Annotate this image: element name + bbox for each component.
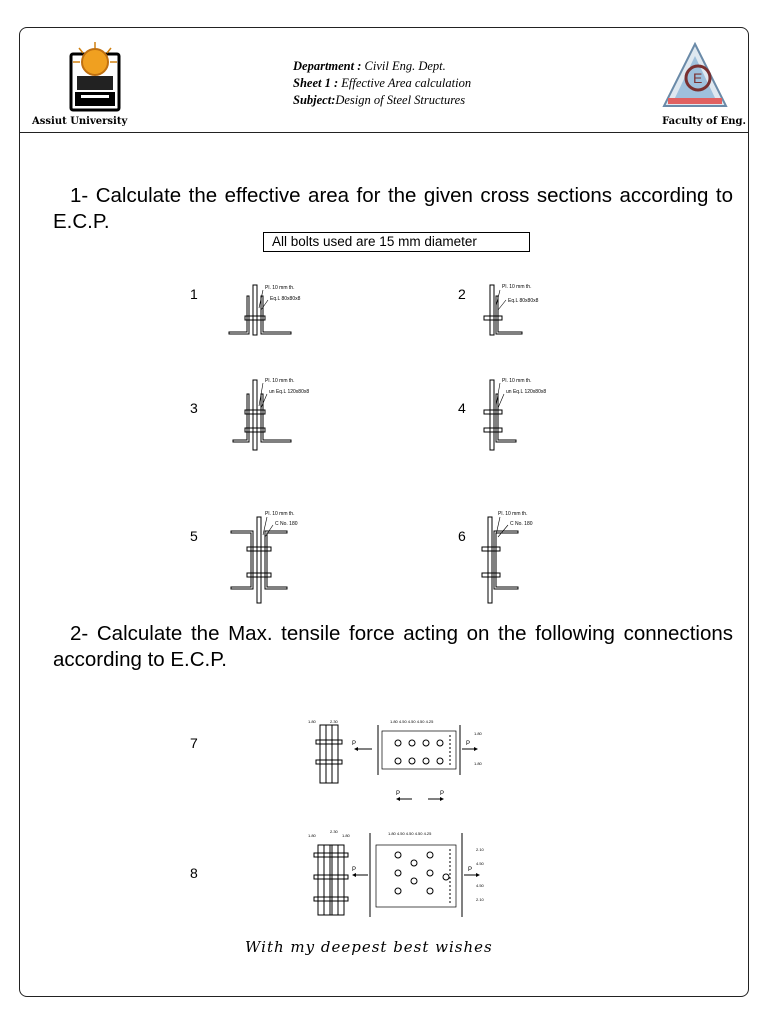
plate-label: Pl. 10 mm th. xyxy=(265,511,295,517)
sheet-label: Sheet 1 : xyxy=(293,76,339,90)
svg-text:1.80: 1.80 xyxy=(308,833,316,838)
svg-text:1.80 4.50 4.50 4.50 4.25: 1.80 4.50 4.50 4.50 4.25 xyxy=(390,719,434,724)
member-label: Eq.L 80x80x8 xyxy=(270,296,301,302)
university-name: Assiut University xyxy=(32,116,128,127)
svg-text:4.50: 4.50 xyxy=(476,861,484,866)
question-2-text: 2- Calculate the Max. tensile force acting on the following connections according to E.C.P. xyxy=(53,622,733,671)
section-3-drawing xyxy=(225,372,315,452)
subject-label: Subject: xyxy=(293,93,336,107)
section-5-drawing xyxy=(225,505,325,605)
faculty-logo xyxy=(660,42,730,110)
svg-text:E: E xyxy=(693,70,703,86)
member-label: C No. 180 xyxy=(510,521,533,527)
force-label: P xyxy=(440,791,445,797)
department-label: Department : xyxy=(293,59,362,73)
svg-text:2.30: 2.30 xyxy=(330,829,338,834)
svg-text:4.50: 4.50 xyxy=(476,883,484,888)
section-4-drawing xyxy=(470,372,560,452)
question-1-text: 1- Calculate the effective area for the given cross sections according to E.C.P. xyxy=(53,184,733,233)
plate-label: Pl. 10 mm th. xyxy=(265,285,295,291)
connection-8-drawing xyxy=(300,825,500,920)
force-label: P xyxy=(468,867,473,873)
section-2-drawing xyxy=(470,280,550,340)
svg-text:2.10: 2.10 xyxy=(476,847,484,852)
member-label: Eq.L 80x80x8 xyxy=(508,298,539,304)
plate-label: Pl. 10 mm th. xyxy=(265,378,295,384)
sheet-meta xyxy=(293,58,471,109)
section-number: 5 xyxy=(190,528,198,544)
connection-7-drawing xyxy=(300,715,500,810)
force-label: P xyxy=(466,741,471,747)
section-number: 2 xyxy=(458,286,466,302)
member-label: un Eq.L 120x80x8 xyxy=(269,389,310,395)
faculty-name: Faculty of Eng. xyxy=(662,116,746,127)
sheet-value: Effective Area calculation xyxy=(341,76,472,90)
section-1-drawing xyxy=(225,280,305,340)
svg-text:2.30: 2.30 xyxy=(330,719,338,724)
member-label: un Eq.L 120x80x8 xyxy=(506,389,547,395)
svg-text:1.80: 1.80 xyxy=(342,833,350,838)
section-number: 3 xyxy=(190,400,198,416)
svg-text:2.10: 2.10 xyxy=(476,897,484,902)
section-6-drawing xyxy=(470,505,560,605)
plate-label: Pl. 10 mm th. xyxy=(502,378,532,384)
svg-text:1.80: 1.80 xyxy=(474,761,482,766)
connection-number: 7 xyxy=(190,735,198,751)
force-label: P xyxy=(352,867,357,873)
subject-value: Design of Steel Structures xyxy=(335,93,466,107)
department-value: Civil Eng. Dept. xyxy=(364,59,446,73)
header-divider xyxy=(19,132,749,133)
svg-text:1.80 4.50 4.50 4.50 4.25: 1.80 4.50 4.50 4.50 4.25 xyxy=(388,831,432,836)
force-label: P xyxy=(352,741,357,747)
section-number: 1 xyxy=(190,286,198,302)
member-label: C No. 180 xyxy=(275,521,298,527)
svg-text:1.80: 1.80 xyxy=(308,719,316,724)
force-label: P xyxy=(396,791,401,797)
plate-label: Pl. 10 mm th. xyxy=(498,511,528,517)
svg-text:1.80: 1.80 xyxy=(474,731,482,736)
bolt-note: All bolts used are 15 mm diameter xyxy=(263,232,530,252)
closing-wishes: With my deepest best wishes xyxy=(245,938,493,956)
university-logo xyxy=(65,40,125,112)
connection-number: 8 xyxy=(190,865,198,881)
plate-label: Pl. 10 mm th. xyxy=(502,284,532,290)
section-number: 6 xyxy=(458,528,466,544)
section-number: 4 xyxy=(458,400,466,416)
